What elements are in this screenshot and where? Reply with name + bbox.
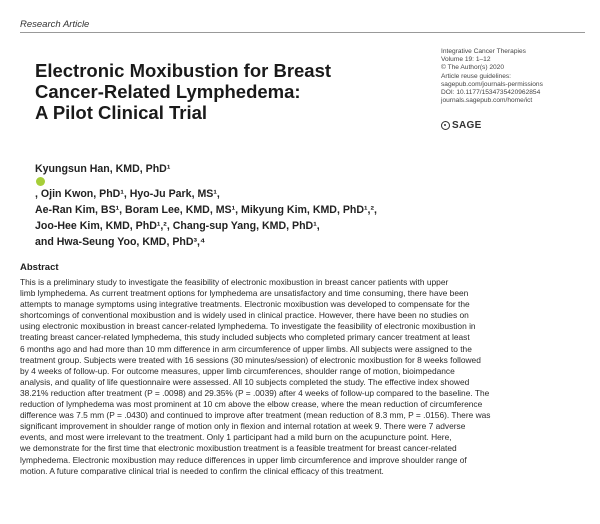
journal-link[interactable]: journals.sagepub.com/home/ict bbox=[441, 97, 533, 105]
article-type-label: Research Article bbox=[20, 19, 90, 30]
paper-title bbox=[35, 60, 385, 123]
journal-name: Integrative Cancer Therapies bbox=[441, 48, 526, 55]
journal-metadata bbox=[441, 48, 591, 105]
abstract-line: using electronic moxibustion in breast cancer-related lymphedema. To investigate the feasibility of electronic moxibustion in bbox=[20, 321, 476, 332]
abstract-line: motion. A future comparative clinical trial is needed to confirm the clinical efficacy of this treatment. bbox=[20, 465, 384, 476]
abstract-line: difference was 7.5 mm (P = .0430) and continued to improve after treatment (mean reduction of 8.3 mm, P = .0156). There was bbox=[20, 410, 491, 421]
header-rule bbox=[20, 32, 585, 33]
author-list bbox=[35, 161, 455, 250]
sage-mark-icon bbox=[441, 121, 450, 130]
author-line-rest: , Ojin Kwon, PhD¹, Hyo-Ju Park, MS¹, bbox=[35, 188, 220, 200]
author-line: Ae-Ran Kim, BS¹, Boram Lee, KMD, MS¹, Mikyung Kim, KMD, PhD¹,², bbox=[35, 204, 377, 216]
abstract-line: treating breast cancer-related lymphedema, this study included subjects who completed primary cancer treatment at least bbox=[20, 332, 470, 343]
abstract-heading: Abstract bbox=[20, 262, 59, 273]
doi[interactable]: DOI: 10.1177/1534735420962854 bbox=[441, 89, 541, 97]
abstract-line: by 4 weeks of follow-up. For outcome measures, upper limb circumferences, shoulder range of motion, bioimpedance bbox=[20, 365, 455, 376]
author-first: Kyungsun Han, KMD, PhD¹ bbox=[35, 163, 171, 175]
abstract-line: limb lymphedema. As current treatment options for lymphedema are unsatisfactory and time consuming, there have been bbox=[20, 288, 469, 299]
reuse-guidelines: Article reuse guidelines: bbox=[441, 72, 512, 80]
author-line: and Hwa-Seung Yoo, KMD, PhD³,⁴ bbox=[35, 236, 206, 248]
author-line bbox=[35, 161, 455, 202]
abstract-line: treatment group. Subjects were treated with 16 sessions (30 minutes/session) of electronic moxibustion for 8 weeks followed bbox=[20, 354, 481, 365]
sage-logo-text: SAGE bbox=[452, 120, 482, 131]
abstract-line: 38.21% reduction after treatment (P = .0098) and 29.35% (P = .0039) after 4 weeks of follow-up compared to the baseline. The bbox=[20, 387, 490, 398]
abstract-line: we demonstrate for the first time that electronic moxibustion treatment is a feasible treatment for breast cancer-related bbox=[20, 443, 457, 454]
abstract-line: shortcomings of conventional moxibustion and is widely used in clinical practice. However, there have been no studies on bbox=[20, 310, 469, 321]
abstract-line: lymphedema. Electronic moxibustion may reduce differences in upper limb circumference and improve shoulder range of bbox=[20, 454, 467, 465]
abstract-body bbox=[20, 277, 586, 477]
title-line: Electronic Moxibustion for Breast bbox=[35, 60, 332, 81]
abstract-line: significant improvement in shoulder range of motion only in flexion and internal rotation at week 9. There were 7 adverse bbox=[20, 421, 466, 432]
journal-volume: Volume 19: 1–12 bbox=[441, 56, 491, 64]
abstract-line: reduction of lymphedema was most prominent at 10 cm above the elbow crease, where the mean reduction of circumference bbox=[20, 399, 483, 410]
orcid-icon[interactable] bbox=[36, 177, 45, 186]
title-line: A Pilot Clinical Trial bbox=[35, 102, 208, 123]
sage-logo bbox=[441, 120, 482, 131]
abstract-line: attempts to manage symptoms using integrative treatments. Electronic moxibustion was developed to compensate for the bbox=[20, 299, 470, 310]
title-line: Cancer-Related Lymphedema: bbox=[35, 81, 301, 102]
permissions-link[interactable]: sagepub.com/journals-permissions bbox=[441, 80, 543, 88]
abstract-line: events, and most were irrelevant to the treatment. Only 1 participant had a mild burn on the acupuncture point. Here, bbox=[20, 432, 452, 443]
abstract-line: analysis, and quality of life questionnaire were assessed. All 10 subjects completed the study. The effective index showed bbox=[20, 376, 470, 387]
abstract-line: 6 months ago and had more than 10 mm difference in arm circumference of upper limbs. All subjects were assigned to the bbox=[20, 343, 472, 354]
author-line: Joo-Hee Kim, KMD, PhD¹,², Chang-sup Yang, KMD, PhD¹, bbox=[35, 220, 320, 232]
abstract-line: This is a preliminary study to investigate the feasibility of electronic moxibustion in breast cancer patients with upper bbox=[20, 277, 449, 287]
copyright: © The Author(s) 2020 bbox=[441, 64, 505, 72]
